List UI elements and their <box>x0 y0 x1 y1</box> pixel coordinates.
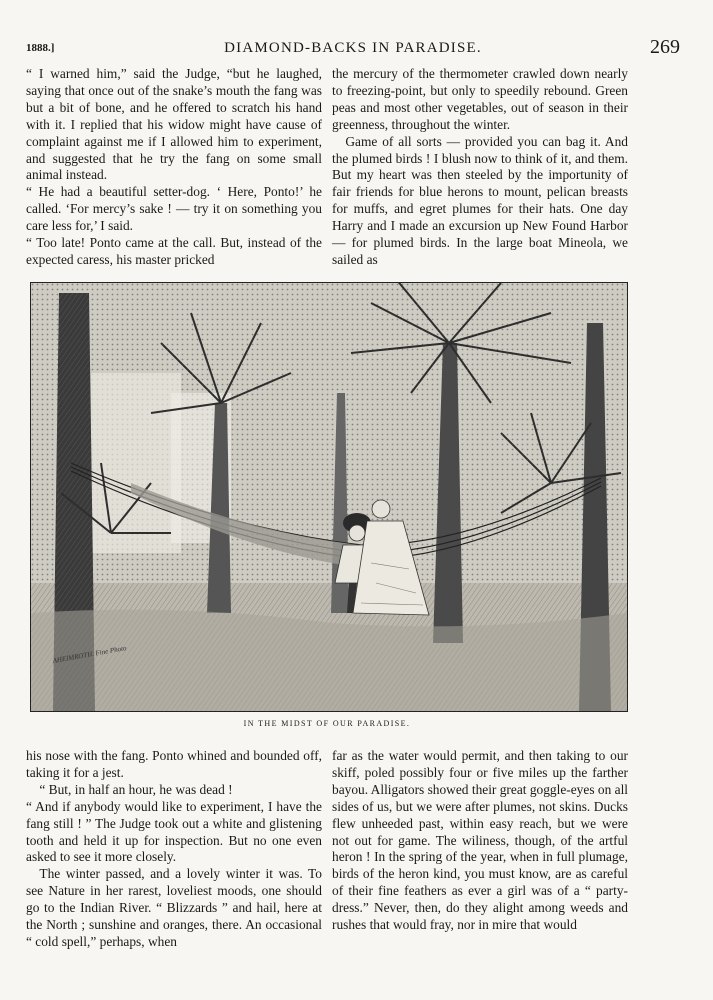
running-header <box>26 38 680 60</box>
paragraph: far as the water would permit, and then taking to our skiff, poled possibly four or five miles up the farther bayou. Alligators showed their great goggle-eyes on all sides of us, but we were after plumes, not skins. Ducks flew unheeded past, within easy reach, but we were not out for game. The wiliness, though, of the artful heron ! In the spring of the year, when in full plumage, birds of the heron kind, you must know, are as careful of their fine feathers as ever a girl was of a “ party-dress.” Never, then, do they alight among weeds and rushes that would fray, nor in mire that would <box>332 748 629 933</box>
page-number: 269 <box>650 36 680 58</box>
header-year: 1888.] <box>26 42 55 54</box>
figure-caption: IN THE MIDST OF OUR PARADISE. <box>243 719 411 728</box>
top-left-column <box>26 66 322 269</box>
top-right-column <box>332 66 628 269</box>
paragraph: “ Too late! Ponto came at the call. But, instead of the expected caress, his master pricked <box>26 235 322 267</box>
artist-signature: AHEIMROTH. Fine Photo <box>51 644 128 665</box>
paragraph: “ And if anybody would like to experiment, I have the fang still ! ” The Judge took out a white and glistening tooth and held it up for inspection. But no one even asked to see it more closely. <box>26 798 322 865</box>
paragraph: The winter passed, and a lovely winter it was. To see Nature in her rarest, loveliest moods, one should go to the Indian River. “ Blizzards ” and hail, here at the North ; sunshine and oranges, there. An occasional “ cold spell,” perhaps, when <box>26 866 322 949</box>
paragraph: “ I warned him,” said the Judge, “but he laughed, saying that once out of the snake’s mouth the fang was but a bit of bone, and he offered to scratch his hand with it. I replied that his widow might have cause of complaint against me if I allowed him to experiment, and suggested that he try the fang on some small animal instead. <box>26 66 322 183</box>
paragraph: his nose with the fang. Ponto whined and bounded off, taking it for a jest. <box>26 748 322 780</box>
paragraph: Game of all sorts — provided you can bag it. And the plumed birds ! I blush now to think of it, and them. But my heart was then steeled by the importunity of fair friends for blue herons to mount, pelican breasts for muffs, and egret plumes for their hats. One day Harry and I made an excursion up New Found Harbor — for plumed birds. In the large boat Mineola, we sailed as <box>332 133 628 267</box>
paragraph: “ But, in half an hour, he was dead ! <box>39 781 233 797</box>
paragraph: “ He had a beautiful setter-dog. ‘ Here, Ponto!’ he called. ‘For mercy’s sake ! — try it on something you care less for,’ I said. <box>26 184 322 234</box>
paragraph: the mercury of the thermometer crawled down nearly to freezing-point, but only to speedily rebound. Green peas and most other vegetables, out of season in their greenness, throughout the winter. <box>332 66 628 132</box>
bottom-left-column <box>26 748 322 951</box>
header-title: DIAMOND-BACKS IN PARADISE. <box>224 40 482 56</box>
engraving-illustration <box>30 282 628 712</box>
bottom-right-column <box>332 748 628 934</box>
